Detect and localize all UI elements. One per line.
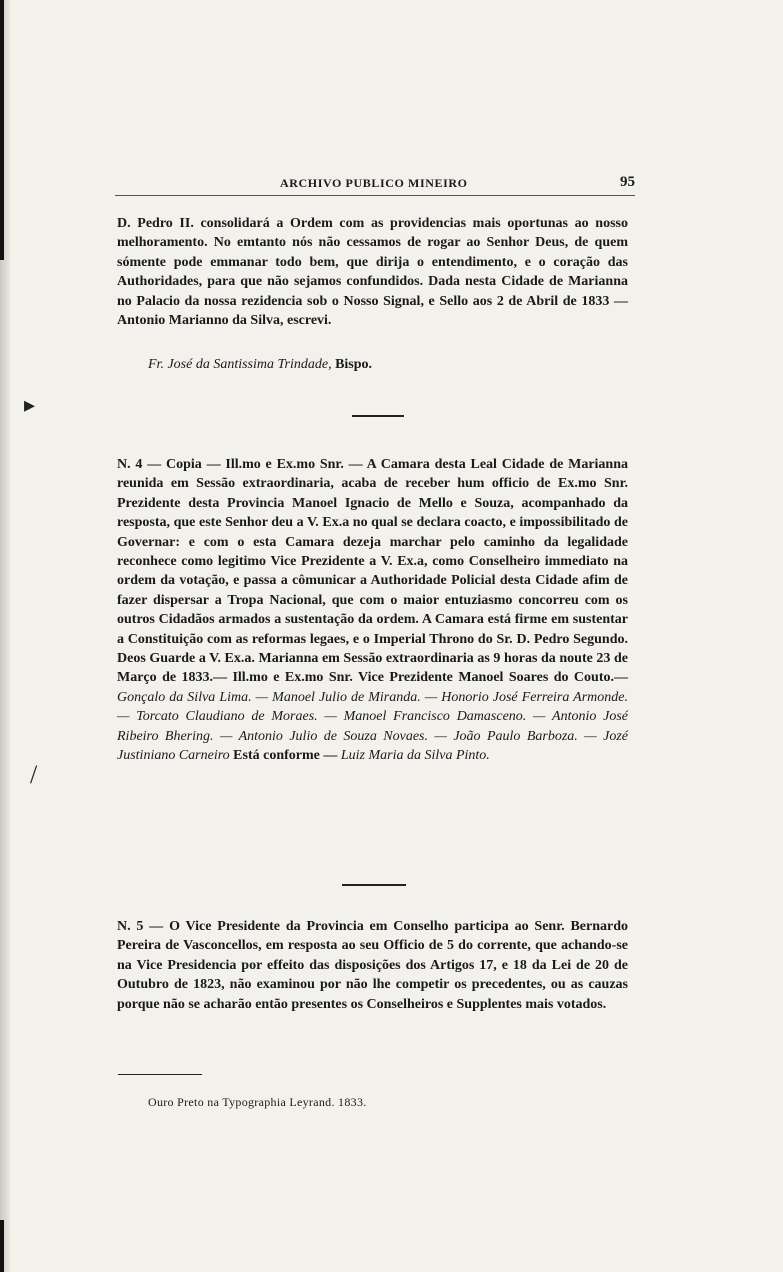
doc4-signatories: Gonçalo da Silva Lima. — Manoel Julio de Miranda. — Honorio José Ferreira Armonde. — Torcato Claudiano de Moraes. — Manoel Francisco Damasceno. — Antonio José Ribeiro Bhering. — Antonio Julio de Souza Novaes. — João Paulo Barboza. — Jozé Justiniano Carneiro	[117, 689, 628, 764]
doc3-text: D. Pedro II. consolidará a Ordem com as providencias mais oportunas ao nosso melhoramento. No emtanto nós não cessamos de rogar ao Senhor Deus, de quem sómente pode emmanar todo bem, que dirija o entendimento, e o coração das Authoridades, para que não sejamos confundidos. Dada nesta Cidade de Marianna no Palacio da nossa rezidencia sob o Nosso Signal, e Sello aos 2 de Abril de 1833 — Antonio Marianno da Silva, escrevi.	[117, 216, 628, 329]
doc3-paragraph	[117, 214, 628, 330]
margin-mark-2: /	[30, 760, 38, 789]
page-number: 95	[620, 174, 635, 190]
spine-mark-bottom	[0, 1220, 4, 1272]
doc3-signature-line	[148, 357, 372, 373]
running-title: ARCHIVO PUBLICO MINEIRO	[280, 176, 468, 190]
doc4-text: N. 4 — Copia — Ill.mo e Ex.mo Snr. — A Camara desta Leal Cidade de Marianna reunida em Sessão extraordinaria, acaba de receber hum officio de Ex.mo Snr. Prezidente desta Provincia Manoel Ignacio de Mello e Souza, acompanhado da resposta, que este Senhor deu a V. Ex.a no qual se declara coacto, e impossibilitado de Governar: e com o esta Camara dezeja marchar pelo caminho da legalidade reconhece como legitimo Vice Prezidente a V. Ex.a, como Conselheiro immediato na ordem da votação, e passa a cômunicar a Authoridade Policial desta Cidade afim de fazer dispersar a Tropa Nacional, que com o maior entuziasmo concorreu com os outros Cidadãos armados a sustentação da ordem. A Camara está firme em sustentar a Constituição com as reformas legaes, e o Imperial Throno do Sr. D. Pedro Segundo. Deos Guarde a V. Ex.a. Marianna em Sessão extraordinaria as 9 horas da noute 23 de Março de 1833.— Ill.mo e Ex.mo Snr. Vice Prezidente Manoel Soares do Couto.—	[117, 457, 628, 686]
doc3-signature: Fr. José da Santissima Trindade,	[148, 357, 332, 372]
running-header	[115, 173, 635, 196]
doc4-attester: Luiz Maria da Silva Pinto.	[340, 748, 490, 764]
separator-rule-2	[342, 884, 406, 886]
doc3-signature-title: Bispo.	[335, 357, 373, 372]
doc4-paragraph	[117, 455, 628, 766]
spine-mark-top	[0, 0, 4, 260]
doc5-paragraph	[117, 917, 628, 1014]
margin-mark-1: ▸	[24, 392, 36, 417]
doc4-attestation: Está conforme —	[229, 748, 341, 764]
imprint-rule	[118, 1074, 202, 1075]
separator-rule-1	[352, 415, 404, 417]
imprint: Ouro Preto na Typographia Leyrand. 1833.	[148, 1095, 367, 1109]
doc5-text: N. 5 — O Vice Presidente da Provincia em Conselho participa ao Senr. Bernardo Pereira de Vasconcellos, em resposta ao seu Officio de 5 do corrente, que achando-se na Vice Presidencia por effeito das disposições dos Artigos 17, e 18 da Lei de 20 de Outubro de 1823, não examinou por não lhe competir os precedentes, ou as cauzas porque não se acharão então presentes os Conselheiros e Supplentes mais votados.	[117, 919, 628, 1012]
